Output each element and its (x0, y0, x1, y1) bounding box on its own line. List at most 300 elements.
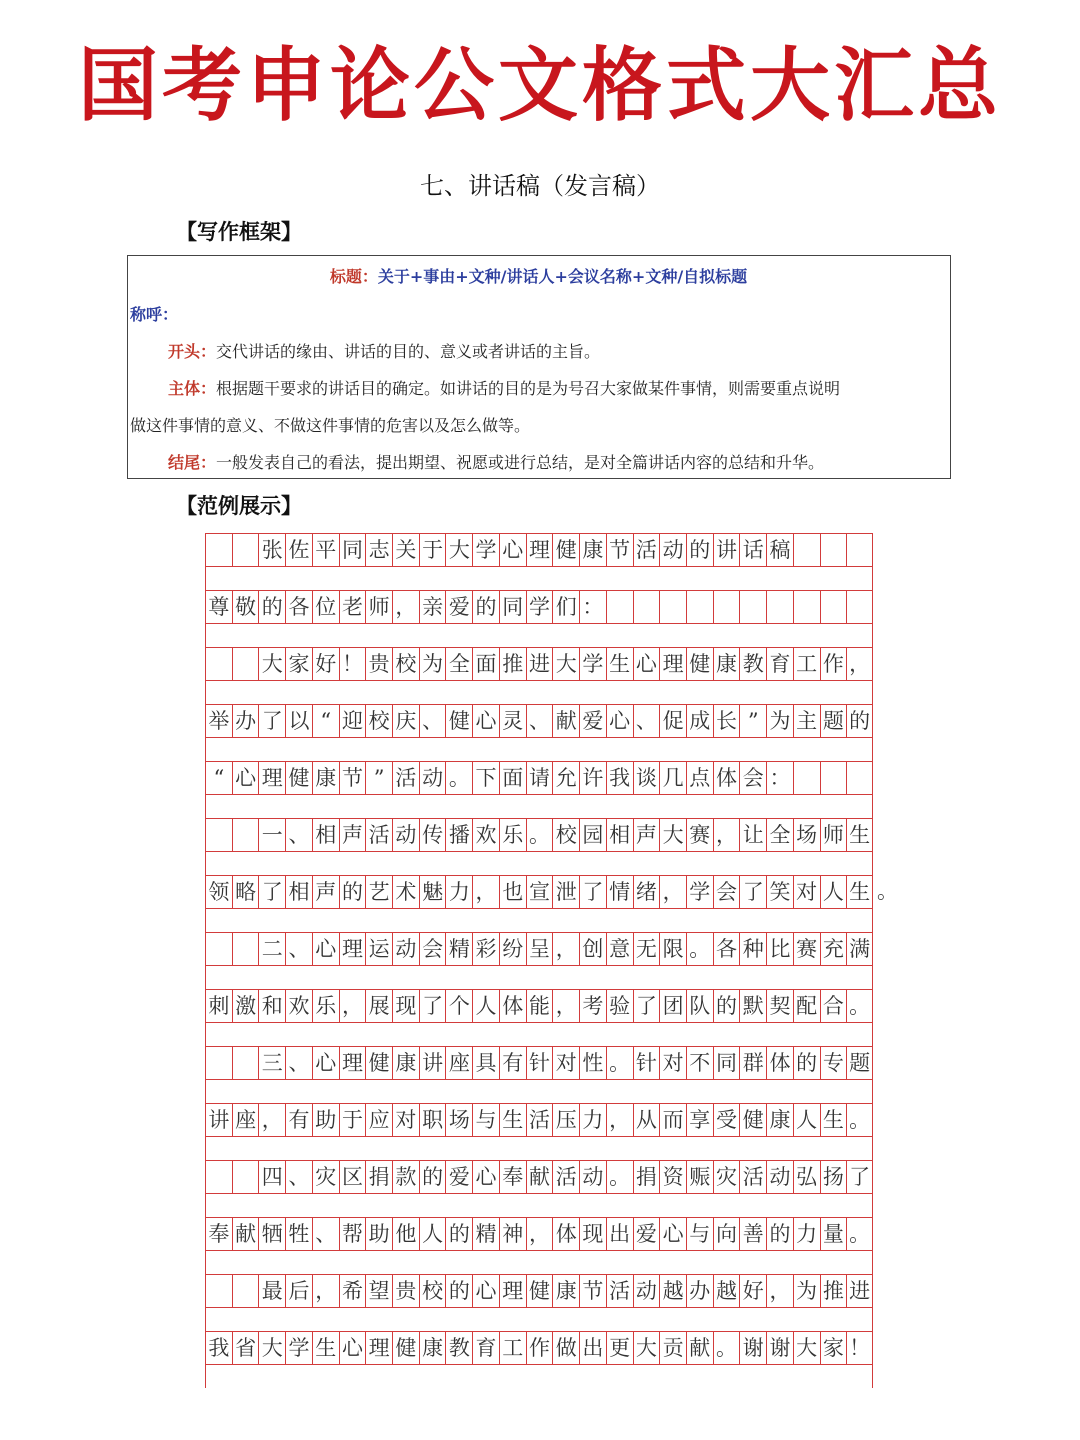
grid-cell: 职 (419, 1104, 446, 1136)
grid-cell: 点 (686, 762, 713, 794)
grid-cell: 亲 (419, 591, 446, 623)
grid-cell: 了 (419, 990, 446, 1022)
grid-cell: 同 (339, 534, 366, 566)
grid-cell: 力 (793, 1218, 820, 1250)
grid-cell: 教 (445, 1332, 472, 1364)
grid-cell: 捐 (365, 1161, 392, 1193)
grid-cell: 心 (312, 1047, 339, 1079)
grid-cell: 与 (472, 1104, 499, 1136)
grid-cell (793, 534, 820, 566)
grid-cell: 场 (793, 819, 820, 851)
grid-cell: 向 (713, 1218, 740, 1250)
grid-cell: 全 (445, 648, 472, 680)
grid-cell: 人 (472, 990, 499, 1022)
grid-cell: 贡 (659, 1332, 686, 1364)
grid-cell: 激 (232, 990, 259, 1022)
grid-cell: 同 (499, 591, 526, 623)
grid-cell: ： (579, 591, 606, 623)
framework-title-key: 标题： (329, 267, 378, 286)
grid-cell: 受 (713, 1104, 740, 1136)
grid-cell: 泄 (552, 876, 579, 908)
grid-cell: ” (365, 762, 392, 794)
framework-box (127, 255, 951, 479)
grid-cell: 生 (499, 1104, 526, 1136)
grid-cell: 全 (766, 819, 793, 851)
grid-cell: 望 (365, 1275, 392, 1307)
grid-cell: 灵 (499, 705, 526, 737)
grid-cell: 于 (339, 1104, 366, 1136)
grid-row (205, 932, 873, 989)
grid-cell: 进 (846, 1275, 873, 1307)
grid-cell: 学 (526, 591, 553, 623)
grid-cell: 相 (312, 819, 339, 851)
grid-row (205, 989, 873, 1046)
grid-cell: 大 (258, 1332, 285, 1364)
grid-margin-left (205, 681, 206, 704)
grid-row (205, 761, 873, 818)
grid-cell: 性 (579, 1047, 606, 1079)
grid-cell: 对 (392, 1104, 419, 1136)
framework-body-value-1: 根据题干要求的讲话目的确定。如讲话的目的是为号召大家做某件事情，则需要重点说明 (216, 379, 841, 398)
grid-cell: 牺 (258, 1218, 285, 1250)
grid-margin-right (872, 1023, 873, 1046)
grid-cell: 心 (312, 933, 339, 965)
grid-cell: 动 (392, 819, 419, 851)
grid-margin-right (872, 1365, 873, 1388)
grid-cell: 善 (739, 1218, 766, 1250)
grid-cell: 节 (339, 762, 366, 794)
grid-cells (205, 818, 873, 852)
grid-cell: 充 (820, 933, 847, 965)
grid-cell: 面 (499, 762, 526, 794)
framework-label: 【写作框架】 (176, 219, 302, 244)
grid-cell: ！ (846, 1332, 873, 1364)
grid-cell: 动 (766, 1161, 793, 1193)
grid-cells (205, 1160, 873, 1194)
grid-cell: 节 (606, 534, 633, 566)
grid-cell (232, 933, 259, 965)
grid-cell: 教 (739, 648, 766, 680)
grid-cell: 生 (820, 1104, 847, 1136)
grid-cell: 迎 (339, 705, 366, 737)
grid-cell: 学 (285, 1332, 312, 1364)
grid-margin-left (205, 1365, 206, 1388)
grid-cell: 学 (472, 534, 499, 566)
grid-cell: 园 (579, 819, 606, 851)
grid-margin-right (872, 624, 873, 647)
grid-cell: 乐 (499, 819, 526, 851)
framework-ending-value: 一般发表自己的看法，提出期望、祝愿或进行总结，是对全篇讲话内容的总结和升华。 (216, 453, 825, 472)
grid-cell: 他 (392, 1218, 419, 1250)
grid-cell: 话 (739, 534, 766, 566)
grid-cell: 理 (499, 1275, 526, 1307)
grid-margin-left (205, 1194, 206, 1217)
grid-cell: 会 (419, 933, 446, 965)
grid-cell: 康 (579, 534, 606, 566)
grid-cells (205, 1103, 873, 1137)
grid-cell: 体 (713, 762, 740, 794)
grid-margin-left (205, 1251, 206, 1274)
grid-cell: 。 (713, 1332, 740, 1364)
grid-cell: 心 (606, 705, 633, 737)
grid-cell: 家 (820, 1332, 847, 1364)
grid-cell: 力 (579, 1104, 606, 1136)
grid-cells (205, 533, 873, 567)
grid-cell (232, 534, 259, 566)
grid-cell: 配 (793, 990, 820, 1022)
grid-cell: 面 (472, 648, 499, 680)
grid-margin-right (872, 1194, 873, 1217)
grid-cell: 。 (526, 819, 553, 851)
grid-cell: ” (739, 705, 766, 737)
grid-cell: 欢 (472, 819, 499, 851)
grid-cell: 谢 (766, 1332, 793, 1364)
grid-cell: 活 (606, 1275, 633, 1307)
grid-cell: 心 (232, 762, 259, 794)
grid-cell (606, 591, 633, 623)
grid-cell: 四 (258, 1161, 285, 1193)
grid-cell: 扬 (820, 1161, 847, 1193)
grid-cell: 播 (445, 819, 472, 851)
grid-cells (205, 704, 873, 738)
grid-cell (205, 1275, 232, 1307)
grid-cell (232, 1275, 259, 1307)
grid-cell: 、 (285, 1047, 312, 1079)
grid-cell: 位 (312, 591, 339, 623)
grid-cell: 术 (392, 876, 419, 908)
grid-cell: 理 (365, 1332, 392, 1364)
section-title: 七、讲话稿（发言稿） (420, 172, 660, 200)
grid-cell: 助 (312, 1104, 339, 1136)
grid-cell: 人 (419, 1218, 446, 1250)
grid-cell: 享 (686, 1104, 713, 1136)
grid-margin-right (872, 567, 873, 590)
grid-cell: 了 (258, 876, 285, 908)
grid-cell: 做 (552, 1332, 579, 1364)
grid-cell: 不 (686, 1047, 713, 1079)
grid-cell: 尊 (205, 591, 232, 623)
grid-cell: 更 (606, 1332, 633, 1364)
grid-cell (232, 819, 259, 851)
grid-cell: 现 (579, 1218, 606, 1250)
grid-cell: 种 (739, 933, 766, 965)
grid-cell: 一 (258, 819, 285, 851)
grid-margin-right (872, 738, 873, 761)
grid-cell (659, 591, 686, 623)
grid-cell (232, 1161, 259, 1193)
grid-margin-left (205, 1137, 206, 1160)
grid-cell: 生 (846, 876, 873, 908)
framework-opening-line (168, 339, 600, 362)
grid-cell: 工 (499, 1332, 526, 1364)
framework-opening-value: 交代讲话的缘由、讲话的目的、意义或者讲话的主旨。 (216, 342, 601, 361)
grid-cell: ， (392, 591, 419, 623)
grid-cell: “ (205, 762, 232, 794)
grid-cell: ， (552, 990, 579, 1022)
grid-cell: 弘 (793, 1161, 820, 1193)
grid-cell: 校 (419, 1275, 446, 1307)
grid-cell: 健 (686, 648, 713, 680)
grid-cell: 精 (472, 1218, 499, 1250)
grid-cell: 动 (419, 762, 446, 794)
grid-cell: 运 (365, 933, 392, 965)
grid-cell: 爱 (445, 1161, 472, 1193)
grid-cell: 针 (526, 1047, 553, 1079)
grid-cell: 同 (713, 1047, 740, 1079)
grid-cell: 赛 (686, 819, 713, 851)
grid-cell: 献 (526, 1161, 553, 1193)
grid-cell: 希 (339, 1275, 366, 1307)
grid-cell: 了 (579, 876, 606, 908)
grid-cell (205, 1161, 232, 1193)
grid-cell: 康 (312, 762, 339, 794)
grid-cell: 笑 (766, 876, 793, 908)
grid-margin-right (872, 795, 873, 818)
grid-cell: 的 (258, 591, 285, 623)
grid-cell: 作 (526, 1332, 553, 1364)
grid-cell: 神 (499, 1218, 526, 1250)
grid-cell: 心 (339, 1332, 366, 1364)
grid-cell: 于 (419, 534, 446, 566)
framework-body-value-2: 做这件事情的意义、不做这件事情的危害以及怎么做等。 (130, 416, 531, 435)
grid-cell: 奉 (499, 1161, 526, 1193)
grid-cell: 针 (633, 1047, 660, 1079)
grid-cell: 理 (339, 1047, 366, 1079)
grid-cells (205, 875, 873, 909)
grid-cell: 的 (846, 705, 873, 737)
grid-cell: 考 (579, 990, 606, 1022)
grid-margin-left (205, 909, 206, 932)
grid-paper (205, 533, 898, 1388)
grid-cell: 健 (285, 762, 312, 794)
grid-cell: 艺 (365, 876, 392, 908)
grid-cell: 稿 (766, 534, 793, 566)
grid-cell: 了 (258, 705, 285, 737)
grid-cell: 师 (365, 591, 392, 623)
grid-cell: 的 (419, 1161, 446, 1193)
grid-cells (205, 932, 873, 966)
grid-cell: 默 (739, 990, 766, 1022)
grid-cell: 出 (579, 1332, 606, 1364)
grid-cell: 合 (820, 990, 847, 1022)
grid-cell: ， (472, 876, 499, 908)
grid-cell: 心 (659, 1218, 686, 1250)
grid-cell: 个 (445, 990, 472, 1022)
overflow-punctuation: 。 (877, 879, 898, 903)
grid-cell: 能 (526, 990, 553, 1022)
grid-cell: 佐 (285, 534, 312, 566)
grid-cell: 后 (285, 1275, 312, 1307)
grid-cell: 捐 (633, 1161, 660, 1193)
grid-cell: 贵 (392, 1275, 419, 1307)
grid-cell: 赈 (686, 1161, 713, 1193)
grid-cell (633, 591, 660, 623)
grid-cell (766, 591, 793, 623)
grid-cell: 越 (713, 1275, 740, 1307)
grid-margin-right (872, 681, 873, 704)
grid-cell: 活 (633, 534, 660, 566)
grid-cell: 推 (820, 1275, 847, 1307)
grid-cell: 和 (258, 990, 285, 1022)
grid-cell: 题 (846, 1047, 873, 1079)
grid-cell: 健 (365, 1047, 392, 1079)
grid-cell: 应 (365, 1104, 392, 1136)
grid-cell: 契 (766, 990, 793, 1022)
grid-cell: 、 (285, 933, 312, 965)
grid-cell: 办 (232, 705, 259, 737)
grid-cell: 师 (820, 819, 847, 851)
grid-cell: 活 (526, 1104, 553, 1136)
grid-cell (205, 933, 232, 965)
grid-cell: 、 (285, 1161, 312, 1193)
grid-cell: 平 (312, 534, 339, 566)
grid-cell: 最 (258, 1275, 285, 1307)
grid-cell: 为 (419, 648, 446, 680)
grid-cell: 动 (579, 1161, 606, 1193)
grid-cell: 魅 (419, 876, 446, 908)
grid-row (205, 1274, 873, 1331)
grid-cells (205, 989, 873, 1023)
grid-cell: 动 (659, 534, 686, 566)
grid-cell: 育 (766, 648, 793, 680)
grid-cell (846, 534, 873, 566)
grid-row (205, 647, 873, 704)
grid-cells (205, 1046, 873, 1080)
framework-ending-key: 结尾： (168, 453, 217, 472)
grid-cell: 贵 (365, 648, 392, 680)
grid-cell: 人 (793, 1104, 820, 1136)
grid-cell: 座 (232, 1104, 259, 1136)
grid-cell: 款 (392, 1161, 419, 1193)
grid-cell: 了 (846, 1161, 873, 1193)
grid-cell: 。 (606, 1161, 633, 1193)
grid-cell: 生 (606, 648, 633, 680)
grid-cell (846, 591, 873, 623)
grid-cell: 声 (312, 876, 339, 908)
grid-cell (846, 762, 873, 794)
framework-body-line-2 (130, 413, 530, 436)
grid-cell: ， (312, 1275, 339, 1307)
grid-cell: 奉 (205, 1218, 232, 1250)
grid-cell: 区 (339, 1161, 366, 1193)
grid-cell (713, 591, 740, 623)
grid-margin-left (205, 624, 206, 647)
grid-cell: 体 (766, 1047, 793, 1079)
grid-cell: 生 (312, 1332, 339, 1364)
grid-margin-right (872, 909, 873, 932)
grid-cell: ， (766, 1275, 793, 1307)
grid-cell: 活 (392, 762, 419, 794)
grid-cell: 人 (820, 876, 847, 908)
grid-cell: 健 (552, 534, 579, 566)
grid-margin-right (872, 1137, 873, 1160)
grid-cell: 。 (606, 1047, 633, 1079)
grid-cell: 有 (499, 1047, 526, 1079)
framework-body-key: 主体： (168, 379, 217, 398)
grid-cell: 了 (633, 990, 660, 1022)
grid-row (205, 1160, 873, 1217)
grid-cell: 的 (339, 876, 366, 908)
grid-cell: 满 (846, 933, 873, 965)
grid-row (205, 704, 873, 761)
grid-cell: 座 (445, 1047, 472, 1079)
grid-cell: 群 (739, 1047, 766, 1079)
grid-cell: 无 (633, 933, 660, 965)
grid-cell (793, 591, 820, 623)
grid-cell (205, 648, 232, 680)
grid-cell: 健 (392, 1332, 419, 1364)
grid-cell: 展 (365, 990, 392, 1022)
grid-cell: 相 (606, 819, 633, 851)
grid-cell: 资 (659, 1161, 686, 1193)
grid-cell: 。 (846, 990, 873, 1022)
grid-cell: 推 (499, 648, 526, 680)
grid-cell: 健 (445, 705, 472, 737)
grid-margin-left (205, 966, 206, 989)
grid-cell: 理 (659, 648, 686, 680)
grid-cell: 创 (579, 933, 606, 965)
grid-cell: 大 (258, 648, 285, 680)
grid-margin-left (205, 567, 206, 590)
grid-cells (205, 1274, 873, 1308)
grid-cell: 。 (445, 762, 472, 794)
grid-cell: 赛 (793, 933, 820, 965)
grid-cell: 让 (739, 819, 766, 851)
grid-cell: 康 (552, 1275, 579, 1307)
grid-cell: 校 (552, 819, 579, 851)
grid-cell: 限 (659, 933, 686, 965)
grid-cell: 传 (419, 819, 446, 851)
grid-cell: 活 (552, 1161, 579, 1193)
grid-cell: 爱 (579, 705, 606, 737)
grid-cell (232, 648, 259, 680)
grid-cell: 理 (258, 762, 285, 794)
grid-cell: 三 (258, 1047, 285, 1079)
grid-cell: 张 (258, 534, 285, 566)
grid-cell: 压 (552, 1104, 579, 1136)
grid-cell: 。 (846, 1218, 873, 1250)
grid-cell: 欢 (285, 990, 312, 1022)
grid-cell: 献 (686, 1332, 713, 1364)
grid-cell: 允 (552, 762, 579, 794)
grid-row (205, 590, 873, 647)
grid-cell: 彩 (472, 933, 499, 965)
grid-cell: 、 (285, 819, 312, 851)
grid-cell: ！ (339, 648, 366, 680)
grid-cell: 大 (633, 1332, 660, 1364)
grid-cell: 下 (472, 762, 499, 794)
grid-margin-left (205, 1023, 206, 1046)
grid-cell: 了 (739, 876, 766, 908)
grid-cell: 讲 (419, 1047, 446, 1079)
grid-cell (820, 534, 847, 566)
grid-cell: 专 (820, 1047, 847, 1079)
grid-cell: 爱 (633, 1218, 660, 1250)
grid-cell: 爱 (445, 591, 472, 623)
grid-cell (205, 534, 232, 566)
grid-cell: 进 (526, 648, 553, 680)
grid-cell: 作 (820, 648, 847, 680)
grid-cell: 的 (686, 534, 713, 566)
framework-title-line (128, 264, 949, 287)
grid-cell: 绪 (633, 876, 660, 908)
grid-cell: 的 (713, 990, 740, 1022)
grid-cell (739, 591, 766, 623)
grid-cell: 关 (392, 534, 419, 566)
grid-margin-right (872, 852, 873, 875)
grid-cell: 刺 (205, 990, 232, 1022)
grid-cell: ， (526, 1218, 553, 1250)
